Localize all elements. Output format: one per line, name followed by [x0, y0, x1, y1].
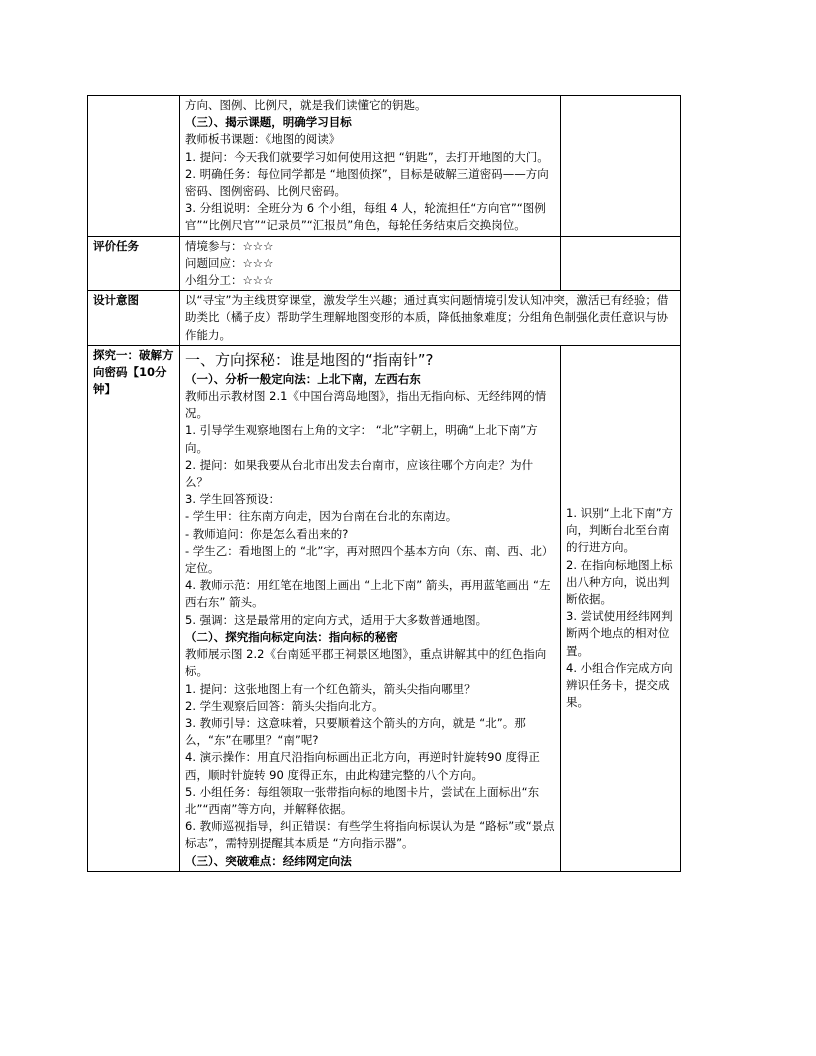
explore-heading: 一、方向探秘：谁是地图的“指南针”?: [185, 350, 434, 369]
side-note: 2. 在指向标地图上标出八种方向，说出判断依据。: [566, 557, 673, 607]
explore-subheading: （一）、分析一般定向法：上北下南，左西右东: [185, 371, 421, 386]
eval-note-cell: [561, 236, 681, 291]
explore-line: 6. 教师巡视指导，纠正错误：有些学生将指向标误认为是 “路标”或“景点标志”，需特别提醒其本质是 “方向指示器”。: [185, 819, 555, 851]
explore-subheading: （三）、突破难点：经纬网定向法: [185, 853, 352, 868]
intro-line: 教师板书课题：《地图的阅读》: [185, 132, 341, 147]
design-label: 设计意图: [88, 291, 180, 346]
explore-line: - 学生乙：看地图上的 “北”字，再对照四个基本方向（东、南、西、北）定位。: [185, 543, 554, 576]
explore-line: 3. 学生回答预设：: [185, 492, 281, 507]
intro-label-cell: [88, 96, 180, 237]
explore-line: 3. 教师引导：这意味着，只要顺着这个箭头的方向，就是 “北”。那么，“东”在哪里？“南”呢?: [185, 715, 526, 748]
side-note: 3. 尝试使用经纬网判断两个地点的相对位置。: [566, 609, 673, 658]
intro-note-cell: [561, 96, 681, 237]
explore-line: 教师展示图 2.2《台南延平郡王祠景区地图》，重点讲解其中的红色指向标。: [185, 647, 547, 679]
intro-line: 3. 分组说明：全班分为 6 个小组，每组 4 人，轮流担任“方向官”“图例官”“比例尺官”“记录员”“汇报员”角色，每轮任务结束后交换岗位。: [185, 201, 546, 233]
explore-line: 5. 小组任务：每组领取一张带指向标的地图卡片，尝试在上面标出“东北”“西南”等方向，并解释依据。: [185, 784, 540, 816]
explore-label: 探究一：破解方向密码【10分钟】: [88, 345, 180, 871]
explore-line: - 教师追问：你是怎么看出来的?: [185, 526, 349, 541]
explore-row: [88, 345, 681, 871]
design-content-cell: [180, 291, 681, 346]
explore-line: 4. 教师示范：用红笔在地图上画出 “上北下南” 箭头，再用蓝笔画出 “左西右东” 箭头。: [185, 578, 551, 610]
side-note: 4. 小组合作完成方向辨识任务卡，提交成果。: [566, 660, 673, 710]
explore-subheading: （二）、探究指向标定向法：指向标的秘密: [185, 629, 398, 644]
eval-content-cell: [180, 236, 561, 291]
eval-item: 小组分工：☆☆☆: [185, 273, 274, 288]
side-note: 1. 识别“上北下南”方向，判断台北至台南的行进方向。: [566, 506, 674, 555]
explore-line: 1. 提问：这张地图上有一个红色箭头，箭头尖指向哪里？: [185, 681, 476, 696]
intro-subheading: （三）、揭示课题，明确学习目标: [185, 115, 352, 130]
explore-line: 4. 演示操作：用直尺沿指向标画出正北方向，再逆时针旋转90 度得正西，顺时针旋转 90 度得正东，由此构建完整的八个方向。: [185, 750, 540, 782]
eval-label: 评价任务: [88, 236, 180, 291]
lesson-plan-table: [87, 95, 681, 872]
intro-line: 方向、图例、比例尺，就是我们读懂它的钥匙。: [185, 98, 427, 112]
explore-line: 1. 引导学生观察地图右上角的文字： “北”字朝上，明确“上北下南”方向。: [185, 423, 538, 455]
explore-content-cell: [180, 345, 561, 871]
explore-note-cell: [561, 345, 681, 871]
design-text: 以“寻宝”为主线贯穿课堂，激发学生兴趣；通过真实问题情境引发认知冲突，激活已有经验；借助类比（橘子皮）帮助学生理解地图变形的本质，降低抽象难度；分组角色制强化责任意识与协作能力。: [185, 293, 669, 342]
eval-item: 问题回应：☆☆☆: [185, 255, 274, 270]
eval-row: [88, 236, 681, 291]
eval-item: 情境参与：☆☆☆: [185, 238, 274, 253]
intro-row: [88, 96, 681, 237]
design-row: [88, 291, 681, 346]
explore-line: 教师出示教材图 2.1《中国台湾岛地图》，指出无指向标、无经纬网的情况。: [185, 389, 547, 421]
explore-line: 2. 学生观察后回答：箭头尖指向北方。: [185, 698, 384, 713]
explore-line: 2. 提问：如果我要从台北市出发去台南市，应该往哪个方向走？为什么？: [185, 457, 534, 490]
explore-line: 5. 强调：这是最常用的定向方式，适用于大多数普通地图。: [185, 612, 488, 627]
intro-content-cell: [180, 96, 561, 237]
intro-line: 2. 明确任务：每位同学都是 “地图侦探”，目标是破解三道密码——方向密码、图例密码、比例尺密码。: [185, 166, 549, 199]
intro-line: 1. 提问：今天我们就要学习如何使用这把 “钥匙”，去打开地图的大门。: [185, 149, 549, 164]
explore-line: - 学生甲：往东南方向走，因为台南在台北的东南边。: [185, 509, 458, 524]
